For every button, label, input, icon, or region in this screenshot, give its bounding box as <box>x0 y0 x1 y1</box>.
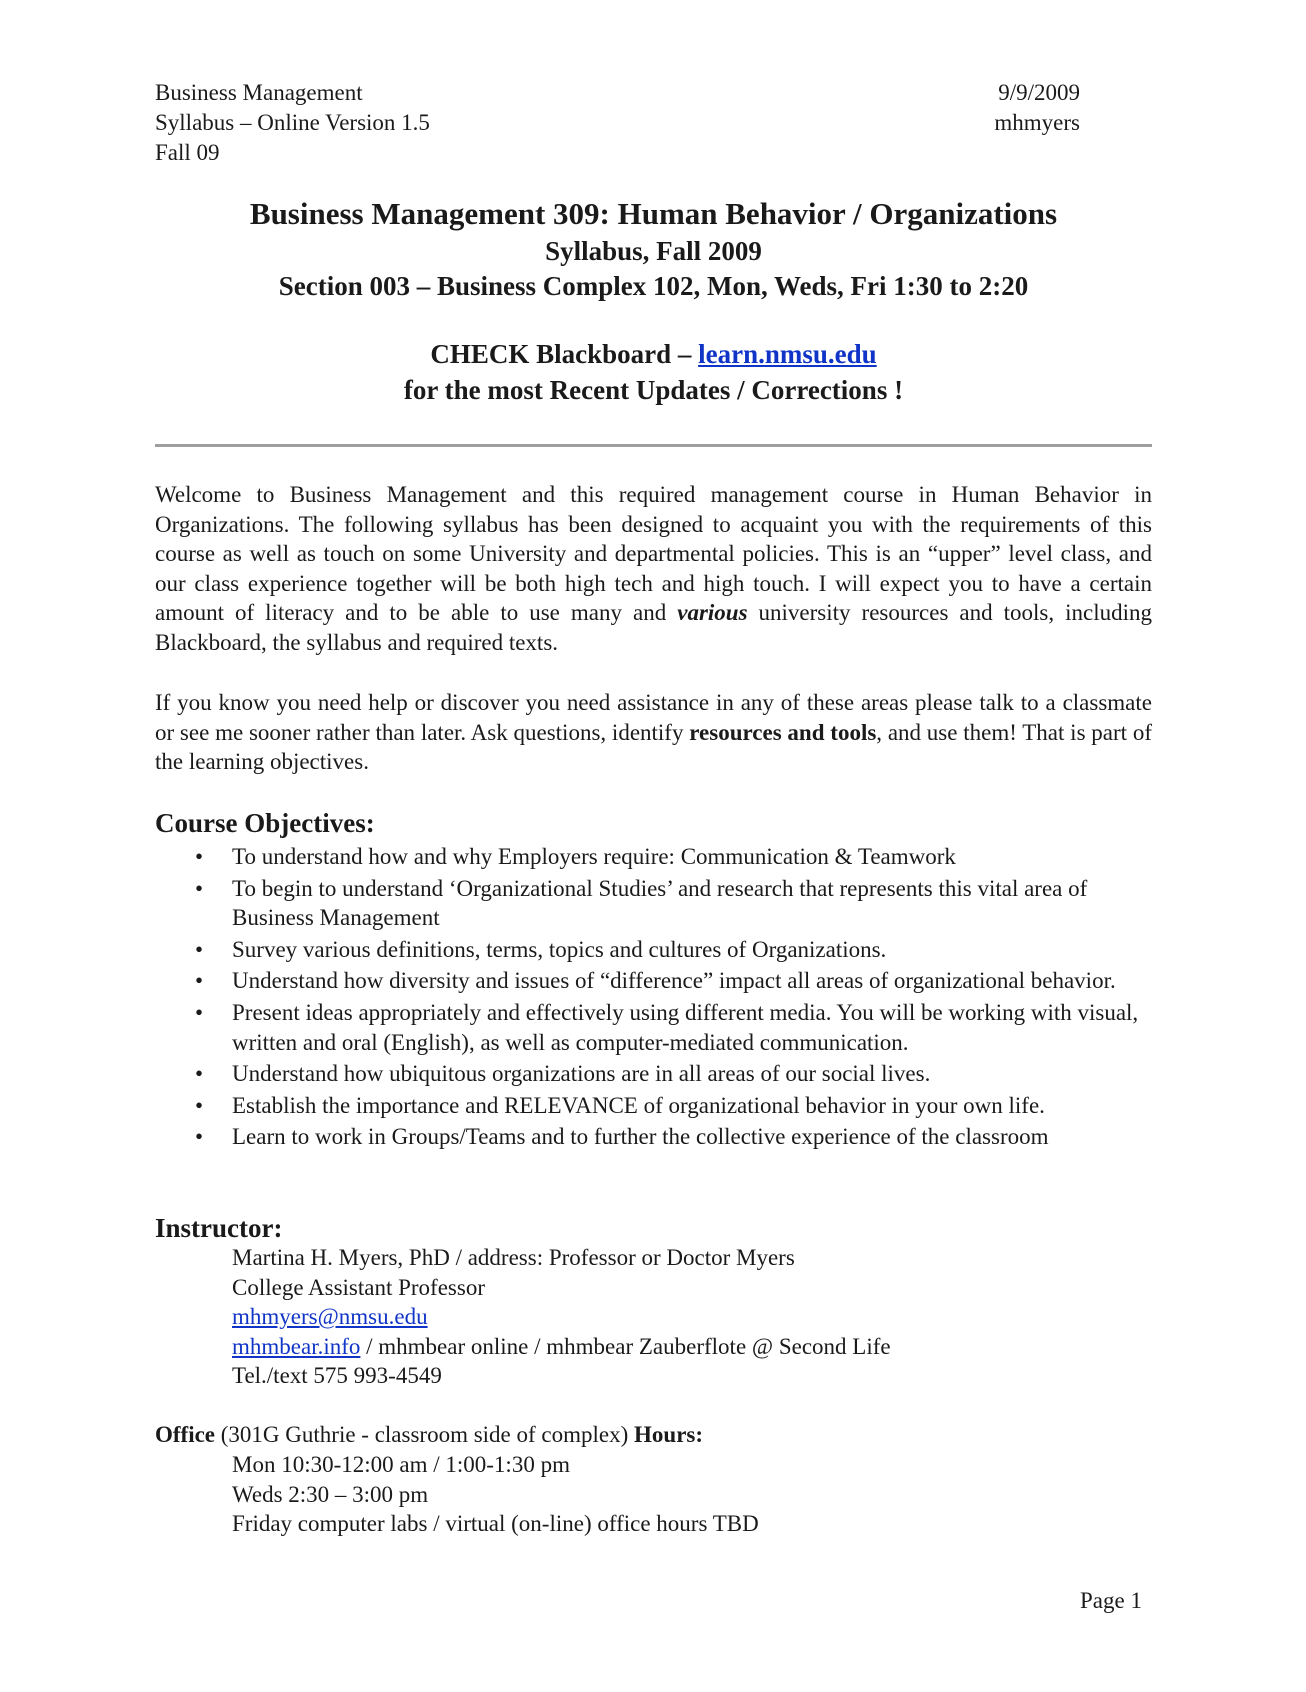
bullet-icon: • <box>195 1124 204 1150</box>
objective-text: Learn to work in Groups/Teams and to further the collective experience of the classroom <box>232 1124 1049 1150</box>
office-location: (301G Guthrie - classroom side of complex) <box>215 1422 635 1447</box>
bullet-icon: • <box>195 936 204 962</box>
header-date: 9/9/2009 <box>998 80 1080 105</box>
header-version: Syllabus – Online Version 1.5 <box>155 110 430 135</box>
instructor-info <box>232 1243 891 1391</box>
list-item <box>155 966 1152 996</box>
objectives-list <box>155 842 1152 1154</box>
notice-line-1 <box>155 336 1152 372</box>
office-hours-list <box>232 1450 759 1539</box>
bullet-icon: • <box>195 875 204 901</box>
intro-paragraph-2 <box>155 688 1152 777</box>
bullet-icon: • <box>195 844 204 869</box>
bullet-icon: • <box>195 968 204 994</box>
page-subtitle: Syllabus, Fall 2009 <box>545 236 762 266</box>
blackboard-link[interactable]: learn.nmsu.edu <box>698 339 877 369</box>
list-item <box>155 874 1152 933</box>
list-item <box>155 1059 1152 1089</box>
office-label: Office <box>155 1422 216 1447</box>
objectives-heading: Course Objectives: <box>155 808 375 838</box>
objective-text: Understand how ubiquitous organizations are in all areas of our social lives. <box>232 1061 931 1087</box>
instructor-heading: Instructor: <box>155 1213 283 1243</box>
header-left <box>155 78 430 168</box>
list-item <box>155 1091 1152 1121</box>
help-text-end: , and use them! That is part of the learning objectives. <box>155 719 1152 775</box>
help-emphasis: resources and tools <box>689 719 877 745</box>
instructor-phone: Tel./text 575 993-4549 <box>232 1363 442 1389</box>
bullet-icon: • <box>195 1092 204 1118</box>
objective-text: Understand how diversity and issues of “difference” impact all areas of organizational behavior. <box>232 968 1116 994</box>
page-number: Page 1 <box>1080 1588 1142 1613</box>
blackboard-notice <box>155 336 1152 408</box>
header-course: Business Management <box>155 80 363 105</box>
header-right <box>880 78 1080 138</box>
bullet-icon: • <box>195 999 204 1025</box>
hours-monday: Mon 10:30-12:00 am / 1:00-1:30 pm <box>232 1452 570 1477</box>
objective-text: To begin to understand ‘Organizational Studies’ and research that represents this vital area of Business Management <box>232 875 1088 931</box>
list-item <box>155 998 1152 1057</box>
page-title: Business Management 309: Human Behavior / Organizations <box>249 196 1058 231</box>
header-author: mhmyers <box>994 110 1080 135</box>
notice-prefix: CHECK Blackboard – <box>430 339 699 369</box>
intro-emphasis: various <box>677 600 748 626</box>
intro-text: Welcome to Business Management and this required management course in Human Behavior in Organizations. The following syllabus has been designed to acquaint you with the requirements of this course as well as touch on some University and departmental policies. This is an “upper” level class, and our class experience together will be both high tech and high touch. I will expect you to have a certain amount of literacy and to be able to use many and <box>155 482 1152 626</box>
section-info: Section 003 – Business Complex 102, Mon, Weds, Fri 1:30 to 2:20 <box>278 271 1029 301</box>
objective-text: Survey various definitions, terms, topics and cultures of Organizations. <box>232 936 887 962</box>
list-item <box>155 1122 1152 1152</box>
notice-line-2: for the most Recent Updates / Corrections ! <box>403 375 904 405</box>
header-term: Fall 09 <box>155 140 220 165</box>
instructor-title: College Assistant Professor <box>232 1274 485 1300</box>
hours-wednesday: Weds 2:30 – 3:00 pm <box>232 1481 429 1507</box>
list-item <box>155 935 1152 965</box>
instructor-email-link[interactable]: mhmyers@nmsu.edu <box>232 1304 428 1330</box>
objective-text: Present ideas appropriately and effectively using different media. You will be working with visual, written and oral (English), as well as computer-mediated communication. <box>232 999 1139 1055</box>
divider <box>155 444 1152 447</box>
instructor-name: Martina H. Myers, PhD / address: Professor or Doctor Myers <box>232 1245 795 1270</box>
instructor-email-line <box>232 1302 891 1332</box>
instructor-site-link[interactable]: mhmbear.info <box>232 1333 361 1359</box>
intro-paragraph-1 <box>155 480 1152 658</box>
hours-friday: Friday computer labs / virtual (on-line) office hours TBD <box>232 1511 759 1537</box>
objective-text: To understand how and why Employers require: Communication & Teamwork <box>232 844 956 869</box>
list-item <box>155 842 1152 872</box>
office-hours-heading <box>155 1420 703 1450</box>
hours-label: Hours: <box>634 1422 704 1447</box>
objective-text: Establish the importance and RELEVANCE of organizational behavior in your own life. <box>232 1092 1045 1118</box>
help-text: If you know you need help or discover you need assistance in any of these areas please talk to a classmate or see me sooner rather than later. Ask questions, identify <box>155 690 1152 745</box>
instructor-site-line <box>232 1332 891 1362</box>
bullet-icon: • <box>195 1061 204 1087</box>
title-block <box>155 194 1152 304</box>
intro-text-end: university resources and tools, including Blackboard, the syllabus and required texts. <box>155 600 1153 655</box>
instructor-site-text: / mhmbear online / mhmbear Zauberflote @ Second Life <box>360 1333 891 1359</box>
